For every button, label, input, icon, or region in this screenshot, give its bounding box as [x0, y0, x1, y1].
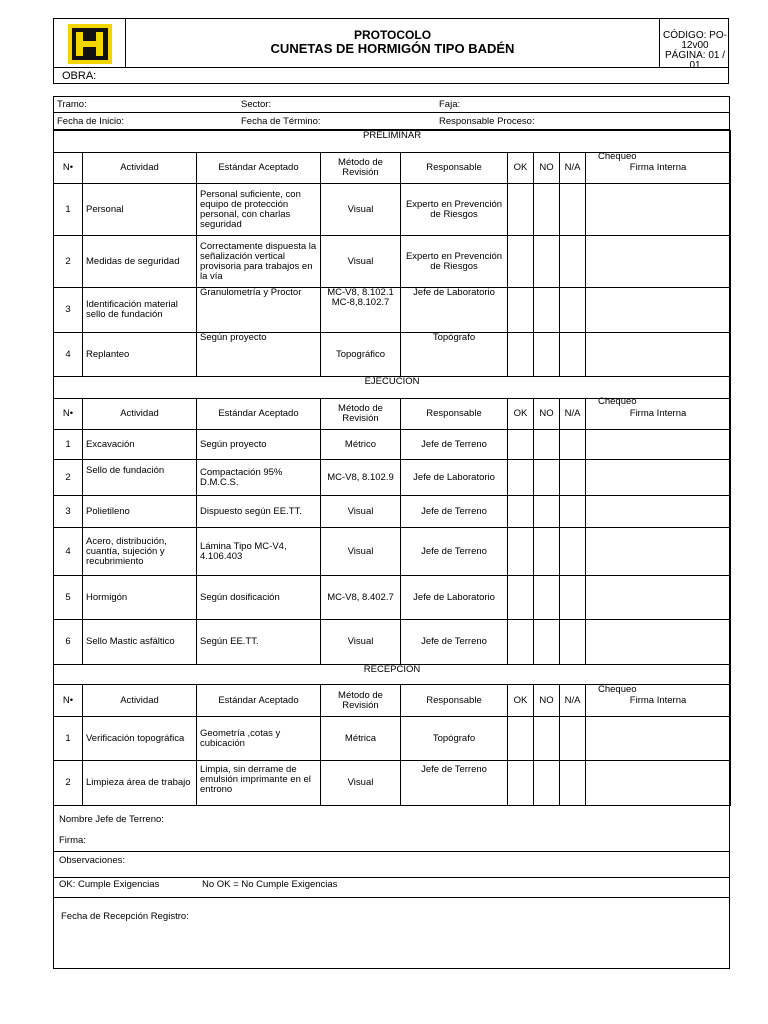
section-title-ejecucion: EJECUCION [54, 377, 731, 399]
responsable-proceso-label: Responsable Proceso: [439, 116, 535, 127]
col-header-na: N/A [560, 153, 586, 184]
table-row: 1 Excavación Según proyecto Métrico Jefe de Terreno [54, 430, 731, 460]
na-checkbox[interactable] [560, 430, 586, 460]
table-row: 1 Verificación topográfica Geometría ,cotas y cubicación Métrica Topógrafo [54, 717, 731, 761]
col-header-responsable: Responsable [401, 153, 508, 184]
no-checkbox[interactable] [534, 236, 560, 288]
ok-checkbox[interactable] [508, 288, 534, 333]
sector-label: Sector: [241, 99, 272, 110]
observaciones-block[interactable] [53, 852, 730, 878]
signature-block [53, 805, 730, 852]
chequeo-label: Chequeo [598, 151, 637, 162]
ok-checkbox[interactable] [508, 236, 534, 288]
fecha-termino-label: Fecha de Término: [241, 116, 321, 127]
firma-field[interactable] [586, 460, 731, 496]
firma-field[interactable] [586, 184, 731, 236]
ok-checkbox[interactable] [508, 460, 534, 496]
document-code: CÓDIGO: PO-12v00 [663, 30, 727, 51]
na-checkbox[interactable] [560, 460, 586, 496]
obra-field [54, 67, 728, 84]
table-row: 6 Sello Mastic asfáltico Según EE.TT. Visual Jefe de Terreno [54, 620, 731, 665]
section-title-preliminar: PRELIMINAR [54, 131, 731, 153]
ok-checkbox[interactable] [508, 184, 534, 236]
firma-label: Firma: [59, 835, 86, 846]
na-checkbox[interactable] [560, 620, 586, 665]
no-checkbox[interactable] [534, 184, 560, 236]
firma-field[interactable] [586, 496, 731, 528]
table-row: 4 Acero, distribución, cuantía, sujeción y recubrimiento Lámina Tipo MC-V4, 4.106.403 Visual Jefe de Terreno [54, 528, 731, 576]
ok-checkbox[interactable] [508, 576, 534, 620]
na-checkbox[interactable] [560, 496, 586, 528]
document-header [53, 18, 729, 84]
no-checkbox[interactable] [534, 333, 560, 377]
protocol-title: PROTOCOLO [353, 28, 432, 42]
no-checkbox[interactable] [534, 496, 560, 528]
firma-field[interactable] [586, 576, 731, 620]
table-row: 1 Personal Personal suficiente, con equipo de protección personal, con charlas seguridad Visual Experto en Prevención de Riesgos [54, 184, 731, 236]
col-header-estandar: Estándar Aceptado [197, 153, 321, 184]
chequeo-label: Chequeo [598, 684, 637, 695]
table-row: 5 Hormigón Según dosificación MC-V8, 8.402.7 Jefe de Laboratorio [54, 576, 731, 620]
table-row: 4 Replanteo Según proyecto Topográfico Topógrafo [54, 333, 731, 377]
table-row: 2 Medidas de seguridad Correctamente dispuesta la señalización vertical provisoria para trabajos en la vía Visual Experto en Prevención de Riesgos [54, 236, 731, 288]
dates-row [53, 113, 730, 130]
ok-checkbox[interactable] [508, 528, 534, 576]
col-header-actividad: Actividad [83, 153, 197, 184]
table-row: 2 Sello de fundación Compactación 95% D.M.C.S. MC-V8, 8.102.9 Jefe de Laboratorio [54, 460, 731, 496]
table-row: 3 Polietileno Dispuesto según EE.TT. Visual Jefe de Terreno [54, 496, 731, 528]
legend-row [53, 878, 730, 898]
firma-field[interactable] [586, 288, 731, 333]
no-checkbox[interactable] [534, 528, 560, 576]
fecha-recepcion-label: Fecha de Recepción Registro: [61, 911, 189, 922]
na-checkbox[interactable] [560, 288, 586, 333]
na-checkbox[interactable] [560, 761, 586, 806]
firma-field[interactable] [586, 761, 731, 806]
col-header-firma: Firma Interna [586, 153, 731, 184]
page-number: PÁGINA: 01 / 01 [664, 50, 726, 71]
firma-field[interactable] [586, 333, 731, 377]
tramo-label: Tramo: [57, 99, 87, 110]
no-checkbox[interactable] [534, 620, 560, 665]
no-checkbox[interactable] [534, 576, 560, 620]
faja-label: Faja: [439, 99, 461, 110]
observaciones-label: Observaciones: [59, 855, 126, 866]
ok-checkbox[interactable] [508, 333, 534, 377]
table-header-row: N• Actividad Estándar Aceptado Método de Revisión Responsable OK NO N/A Firma Interna [54, 685, 731, 717]
table-row: 2 Limpieza área de trabajo Limpia, sin derrame de emulsión imprimante en el entrono Visual Jefe de Terreno [54, 761, 731, 806]
document-title: CUNETAS DE HORMIGÓN TIPO BADÉN [270, 41, 515, 56]
company-logo [68, 24, 112, 64]
na-checkbox[interactable] [560, 333, 586, 377]
firma-field[interactable] [586, 430, 731, 460]
na-checkbox[interactable] [560, 717, 586, 761]
fecha-inicio-label: Fecha de Inicio: [57, 116, 125, 127]
firma-field[interactable] [586, 528, 731, 576]
firma-field[interactable] [586, 620, 731, 665]
ok-legend: OK: Cumple Exigencias [59, 879, 160, 890]
no-checkbox[interactable] [534, 288, 560, 333]
ok-checkbox[interactable] [508, 620, 534, 665]
table-row: 3 Identificación material sello de fundación Granulometría y Proctor MC-V8, 8.102.1 MC-8,8.102.7 Jefe de Laboratorio [54, 288, 731, 333]
nombre-jefe-label: Nombre Jefe de Terreno: [59, 814, 164, 825]
logo-cell [54, 19, 126, 67]
obra-label: OBRA: [62, 70, 97, 82]
col-header-n: N• [54, 153, 83, 184]
firma-field[interactable] [586, 236, 731, 288]
section-title-recepcion: RECEPCION [54, 665, 731, 685]
ok-checkbox[interactable] [508, 430, 534, 460]
ok-checkbox[interactable] [508, 761, 534, 806]
col-header-metodo: Método de Revisión [321, 153, 401, 184]
col-header-ok: OK [508, 153, 534, 184]
ok-checkbox[interactable] [508, 496, 534, 528]
no-checkbox[interactable] [534, 430, 560, 460]
na-checkbox[interactable] [560, 236, 586, 288]
title-cell [126, 19, 660, 67]
no-checkbox[interactable] [534, 460, 560, 496]
no-checkbox[interactable] [534, 761, 560, 806]
na-checkbox[interactable] [560, 528, 586, 576]
no-checkbox[interactable] [534, 717, 560, 761]
ok-checkbox[interactable] [508, 717, 534, 761]
na-checkbox[interactable] [560, 576, 586, 620]
firma-field[interactable] [586, 717, 731, 761]
code-cell [660, 19, 730, 71]
col-header-no: NO [534, 153, 560, 184]
ejecucion-table [53, 376, 731, 665]
table-header-row: N• Actividad Estándar Aceptado Método de Revisión Responsable OK NO N/A Firma Interna [54, 399, 731, 430]
na-checkbox[interactable] [560, 184, 586, 236]
preliminar-table [53, 130, 731, 377]
nok-legend: No OK = No Cumple Exigencias [202, 879, 338, 890]
location-row [53, 96, 730, 113]
chequeo-label: Chequeo [598, 396, 637, 407]
